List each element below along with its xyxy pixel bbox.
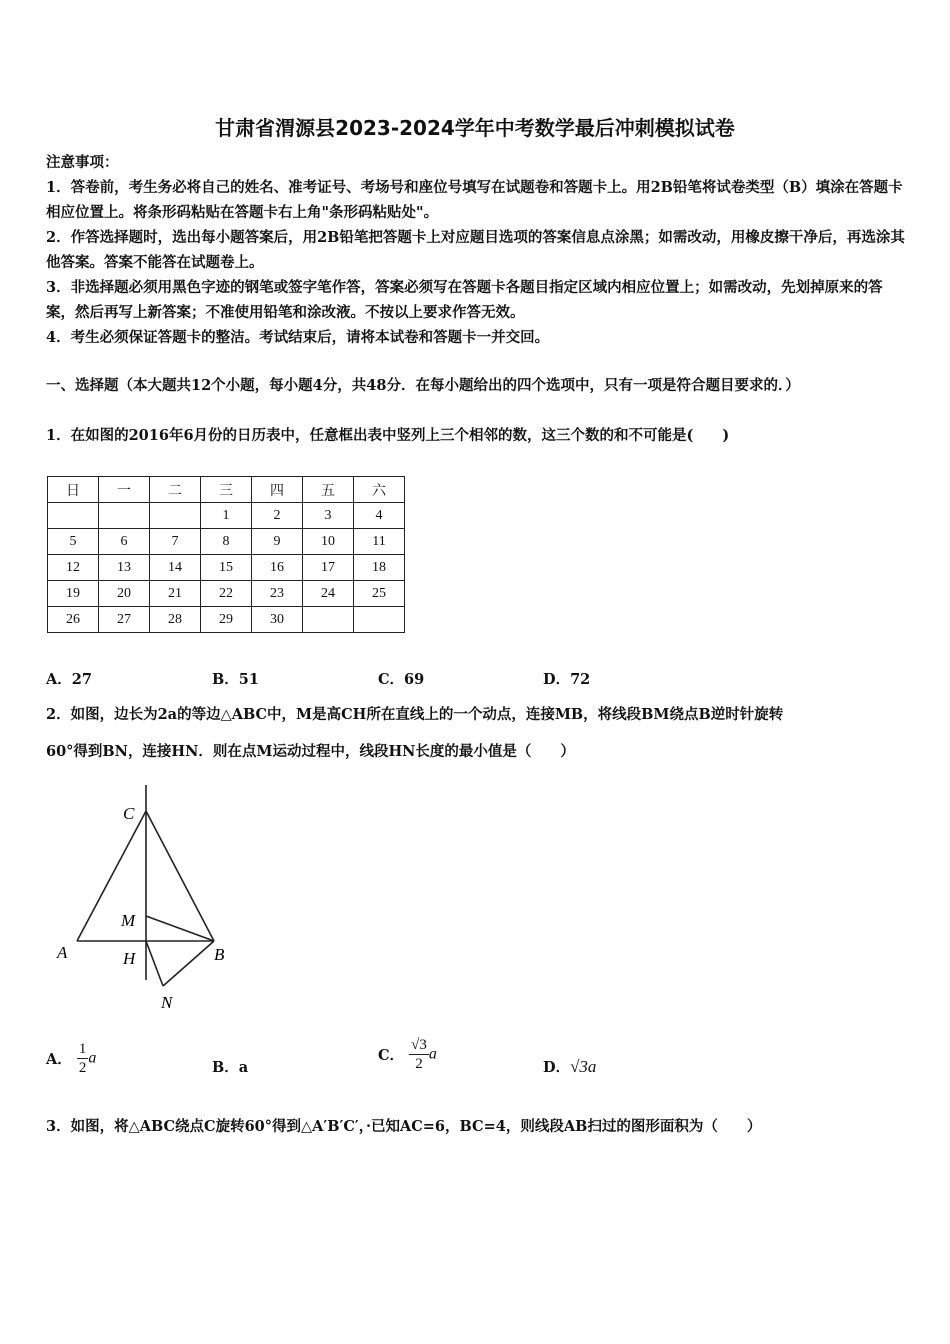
option-value: 27 bbox=[71, 671, 92, 688]
calendar-cell: 10 bbox=[303, 529, 354, 555]
side-ac bbox=[77, 811, 146, 941]
calendar-cell bbox=[99, 503, 150, 529]
calendar-row bbox=[48, 607, 405, 633]
calendar-row bbox=[48, 555, 405, 581]
fraction-numerator: 1 bbox=[78, 1041, 87, 1057]
label-b: B bbox=[214, 945, 225, 964]
calendar-header: 二 bbox=[150, 477, 201, 503]
calendar-cell bbox=[303, 607, 354, 633]
option-value: 69 bbox=[404, 671, 425, 688]
question-2-stem-line2: 60°得到BN，连接HN．则在点M运动过程中，线段HN长度的最小值是（ ） bbox=[46, 743, 575, 760]
label-c: C bbox=[123, 804, 135, 823]
calendar-header: 一 bbox=[99, 477, 150, 503]
notice-item-3: 3．非选择题必须用黑色字迹的钢笔或签字笔作答，答案必须写在答题卡各题目指定区域内相应位置上；如需改动，先划掉原来的答案，然后再写上新答案；不准使用铅笔和涂改液。不按以上要求作答无效。 bbox=[46, 279, 883, 321]
calendar-cell: 15 bbox=[201, 555, 252, 581]
calendar-table bbox=[47, 476, 405, 633]
calendar-cell: 17 bbox=[303, 555, 354, 581]
calendar-cell: 22 bbox=[201, 581, 252, 607]
notice-heading: 注意事项： bbox=[46, 154, 119, 171]
option-value: √3a bbox=[570, 1057, 597, 1076]
calendar-cell: 27 bbox=[99, 607, 150, 633]
calendar-cell: 25 bbox=[354, 581, 405, 607]
calendar-cell: 2 bbox=[252, 503, 303, 529]
calendar-cell: 28 bbox=[150, 607, 201, 633]
fraction-denominator: 2 bbox=[78, 1060, 87, 1076]
triangle-figure bbox=[45, 780, 245, 1020]
fraction bbox=[77, 1040, 89, 1077]
calendar-row bbox=[48, 529, 405, 555]
calendar-cell: 21 bbox=[150, 581, 201, 607]
calendar-cell: 1 bbox=[201, 503, 252, 529]
calendar-cell: 16 bbox=[252, 555, 303, 581]
q2-option-c bbox=[378, 1036, 437, 1073]
option-label: B． bbox=[212, 1059, 239, 1076]
calendar-row bbox=[48, 581, 405, 607]
calendar-cell: 24 bbox=[303, 581, 354, 607]
q1-option-c bbox=[378, 668, 424, 689]
variable: a bbox=[88, 1049, 97, 1067]
q1-option-b bbox=[212, 668, 259, 689]
side-bc bbox=[146, 811, 214, 941]
calendar-cell: 7 bbox=[150, 529, 201, 555]
section-heading: 一、选择题（本大题共12个小题，每小题4分，共48分．在每小题给出的四个选项中，只有一项是符合题目要求的．） bbox=[46, 377, 800, 394]
question-2-stem-line1: 2．如图，边长为2a的等边△ABC中，M是高CH所在直线上的一个动点，连接MB，将线段BM绕点B逆时针旋转 bbox=[46, 706, 784, 723]
calendar-cell: 4 bbox=[354, 503, 405, 529]
label-h: H bbox=[123, 949, 136, 968]
calendar-cell: 26 bbox=[48, 607, 99, 633]
q1-option-a bbox=[46, 668, 92, 689]
fraction bbox=[409, 1036, 429, 1073]
option-label: D． bbox=[543, 1059, 571, 1076]
calendar-cell: 20 bbox=[99, 581, 150, 607]
q2-option-b bbox=[212, 1056, 248, 1077]
calendar-cell: 14 bbox=[150, 555, 201, 581]
option-label: C． bbox=[378, 671, 405, 688]
calendar-cell: 8 bbox=[201, 529, 252, 555]
label-n: N bbox=[161, 993, 173, 1012]
calendar-cell: 6 bbox=[99, 529, 150, 555]
q2-option-a bbox=[46, 1040, 96, 1077]
calendar-header: 日 bbox=[48, 477, 99, 503]
calendar-header: 六 bbox=[354, 477, 405, 503]
calendar-header: 五 bbox=[303, 477, 354, 503]
notice-item-2: 2．作答选择题时，选出每小题答案后，用2B铅笔把答题卡上对应题目选项的答案信息点涂黑；如需改动，用橡皮擦干净后，再选涂其他答案。答案不能答在试题卷上。 bbox=[46, 229, 905, 271]
option-label: A． bbox=[46, 1051, 72, 1068]
calendar-cell bbox=[150, 503, 201, 529]
calendar-cell: 18 bbox=[354, 555, 405, 581]
option-value: a bbox=[238, 1059, 249, 1076]
calendar-cell: 13 bbox=[99, 555, 150, 581]
question-3-stem: 3．如图，将△ABC绕点C旋转60°得到△A′B′C′，·已知AC=6，BC=4，则线段AB扫过的图形面积为（ ） bbox=[46, 1118, 762, 1135]
calendar-cell: 19 bbox=[48, 581, 99, 607]
calendar-cell: 11 bbox=[354, 529, 405, 555]
calendar-cell: 29 bbox=[201, 607, 252, 633]
calendar-cell: 5 bbox=[48, 529, 99, 555]
variable: a bbox=[428, 1045, 437, 1063]
calendar-cell bbox=[354, 607, 405, 633]
label-m: M bbox=[121, 911, 136, 930]
fraction-numerator: √3 bbox=[411, 1037, 427, 1053]
label-a: A bbox=[57, 943, 68, 962]
calendar-cell: 12 bbox=[48, 555, 99, 581]
question-1-stem: 1．在如图的2016年6月份的日历表中，任意框出表中竖列上三个相邻的数，这三个数的和不可能是( ) bbox=[46, 427, 730, 444]
segment-mb bbox=[146, 916, 214, 941]
page-title: 甘肃省渭源县2023-2024学年中考数学最后冲刺模拟试卷 bbox=[215, 116, 735, 140]
fraction-denominator: 2 bbox=[415, 1056, 423, 1072]
q2-option-d bbox=[543, 1056, 596, 1077]
q1-option-d bbox=[543, 668, 590, 689]
calendar-cell: 30 bbox=[252, 607, 303, 633]
option-value: 72 bbox=[570, 671, 591, 688]
calendar-cell: 9 bbox=[252, 529, 303, 555]
calendar-cell: 23 bbox=[252, 581, 303, 607]
option-value: 51 bbox=[238, 671, 259, 688]
notice-item-1: 1．答卷前，考生务必将自己的姓名、准考证号、考场号和座位号填写在试题卷和答题卡上。用2B铅笔将试卷类型（B）填涂在答题卡相应位置上。将条形码粘贴在答题卡右上角"条形码粘贴处"。 bbox=[46, 179, 903, 221]
segment-bn bbox=[163, 941, 214, 986]
calendar-cell bbox=[48, 503, 99, 529]
option-label: A． bbox=[46, 671, 72, 688]
calendar-cell: 3 bbox=[303, 503, 354, 529]
calendar-row bbox=[48, 503, 405, 529]
calendar-header: 三 bbox=[201, 477, 252, 503]
calendar-header-row bbox=[48, 477, 405, 503]
segment-hn bbox=[146, 941, 163, 986]
option-label: D． bbox=[543, 671, 571, 688]
option-label: C． bbox=[378, 1047, 405, 1064]
option-label: B． bbox=[212, 671, 239, 688]
calendar-header: 四 bbox=[252, 477, 303, 503]
notice-item-4: 4．考生必须保证答题卡的整洁。考试结束后，请将本试卷和答题卡一并交回。 bbox=[46, 329, 550, 346]
